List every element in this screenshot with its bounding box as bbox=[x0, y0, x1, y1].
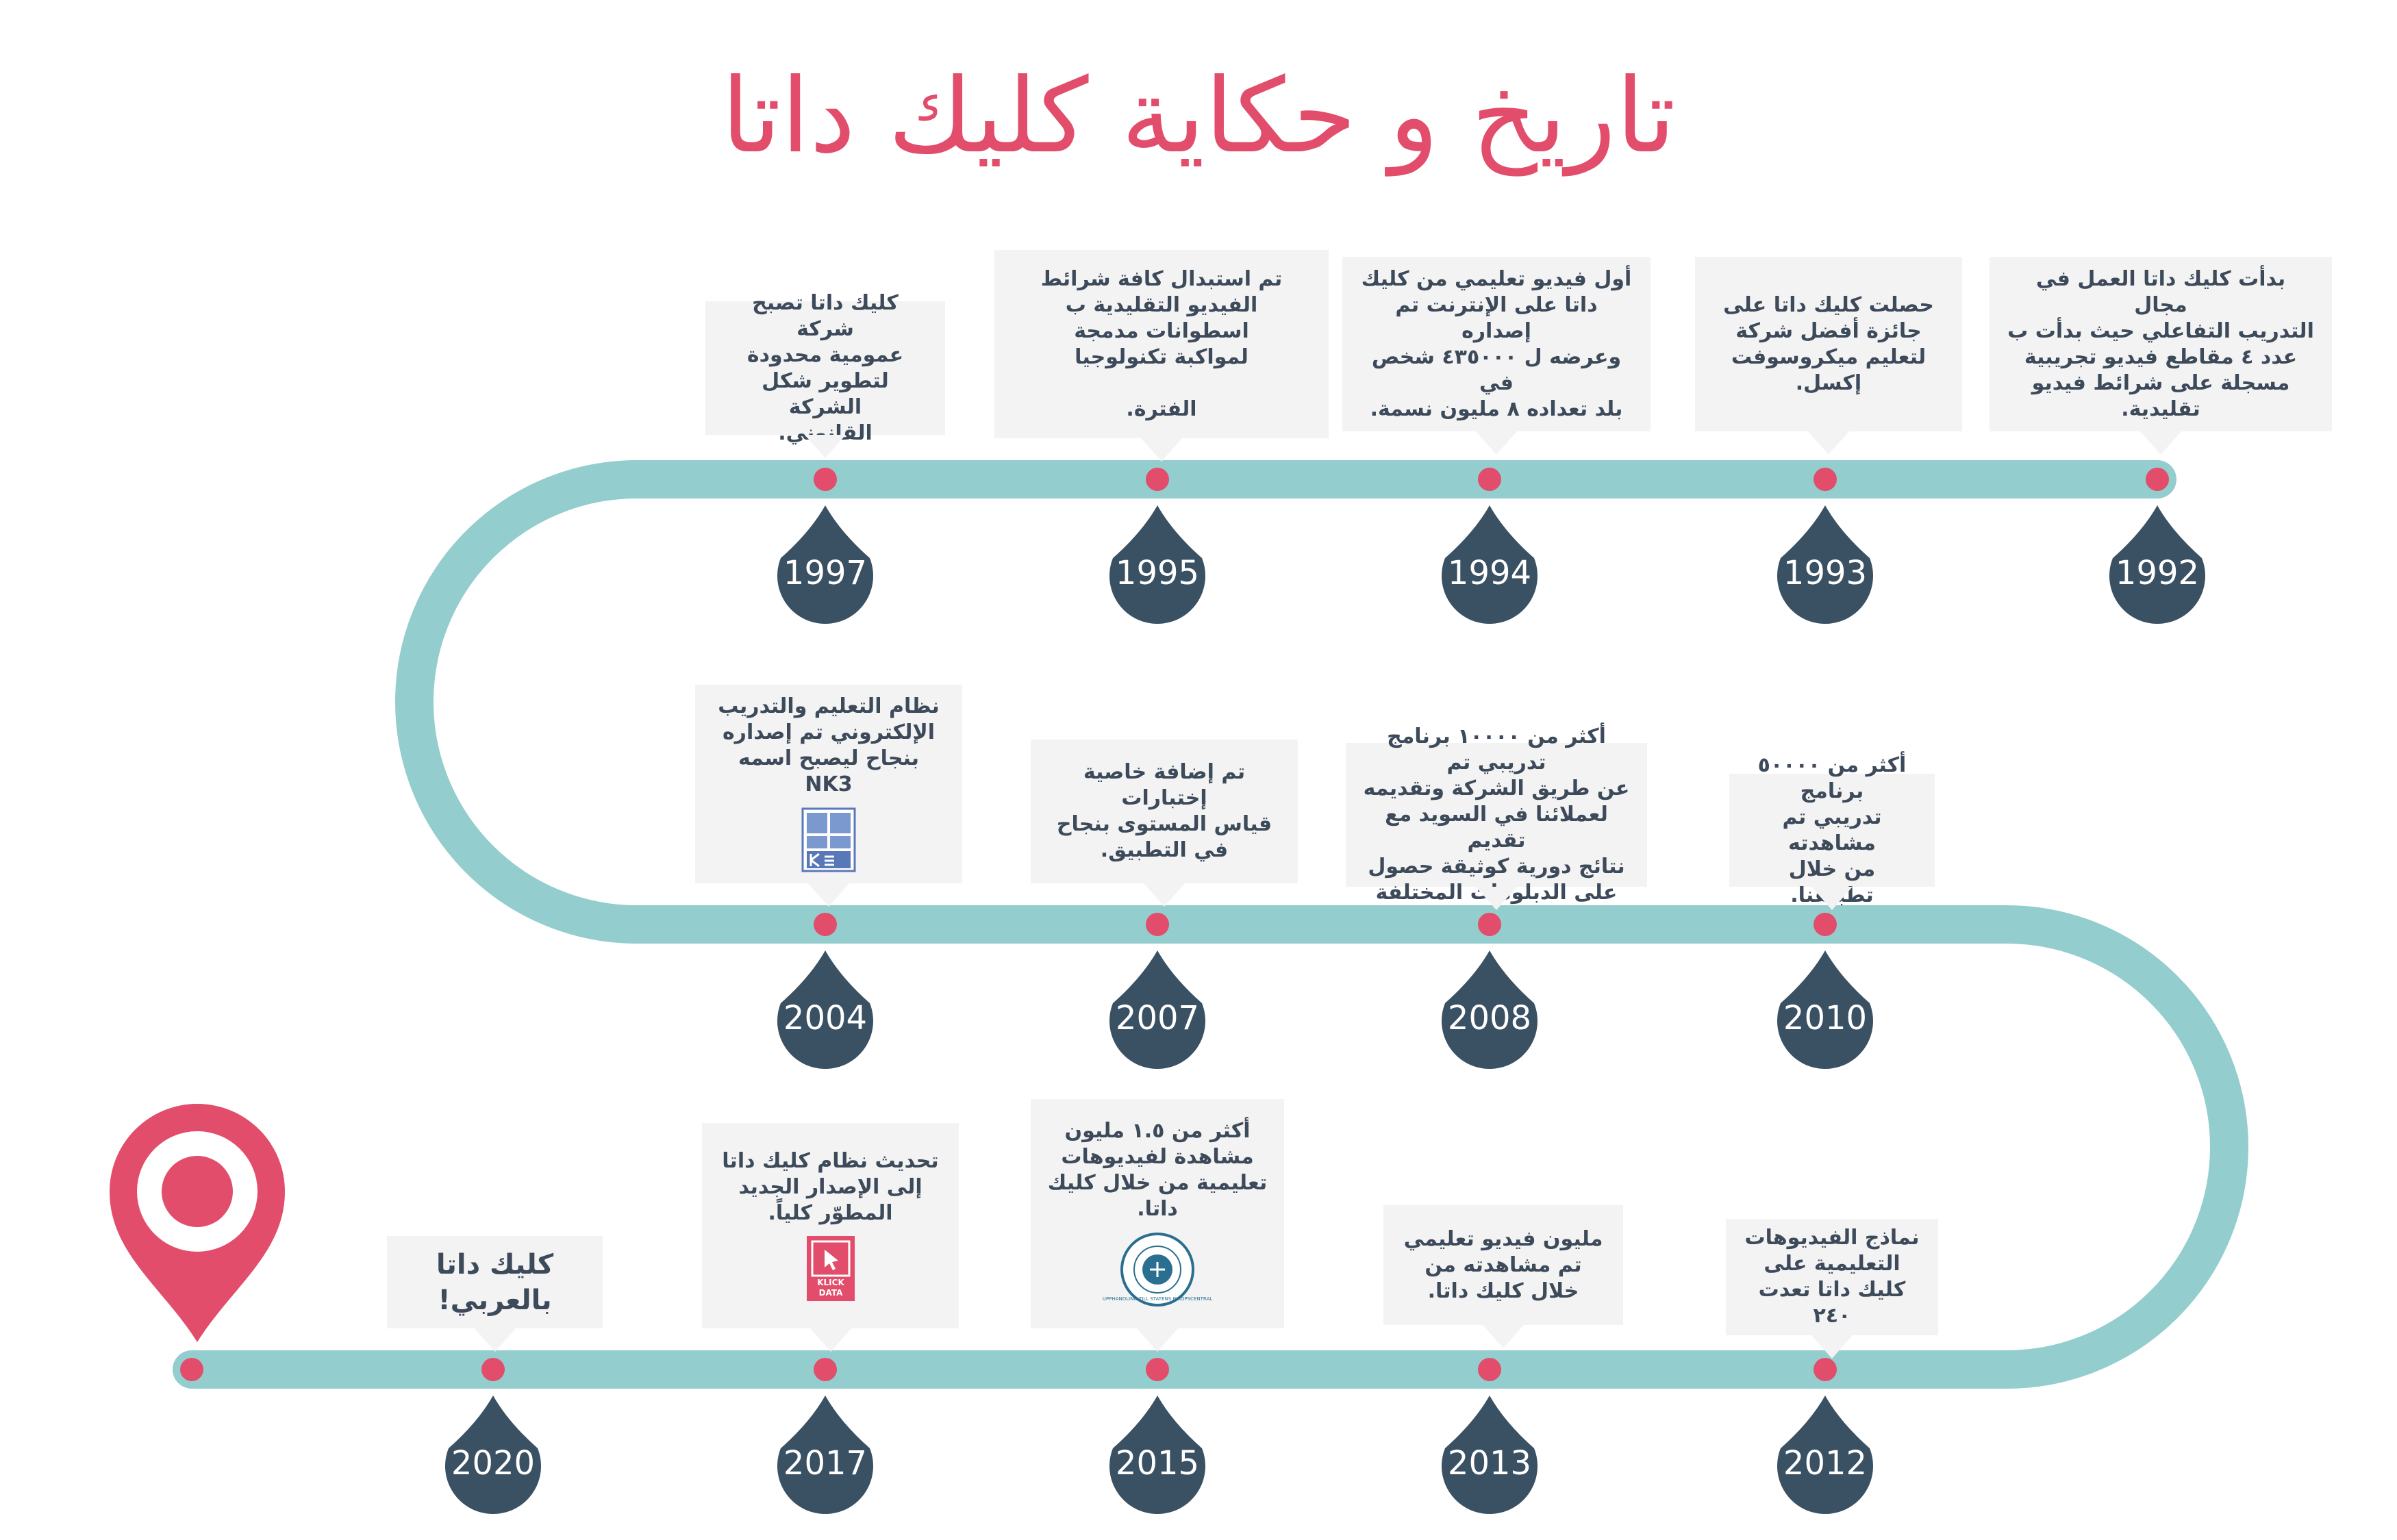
milestone-card-2015 bbox=[1031, 1099, 1284, 1328]
timeline-dot-1997 bbox=[814, 468, 837, 491]
logo-line-1: KLICK bbox=[816, 1277, 844, 1287]
milestone-text-2012: نماذج الفيديوهات التعليمية على كليك داتا تعدت ٢٤٠ bbox=[1744, 1226, 1920, 1328]
timeline-dot-2015 bbox=[1146, 1358, 1169, 1381]
timeline-dot-2013 bbox=[1478, 1358, 1501, 1381]
milestone-text-1994: أول فيديو تعليمي من كليك داتا على الإنترنت تم إصداره وعرضه ل ٤٣٥٠٠٠ شخص في بلد تعداده ٨ مليون نسمة. bbox=[1361, 266, 1632, 421]
klick-data-logo bbox=[807, 1236, 855, 1304]
milestone-text-1995: تم استبدال كافة شرائط الفيديو التقليدية ب اسطوانات مدمجة لمواكبة تكنولوجيا الفترة. bbox=[1040, 266, 1283, 421]
year-label-2007: 2007 bbox=[1115, 999, 1200, 1037]
milestone-card-1997 bbox=[705, 290, 945, 445]
logo-line-2: DATA bbox=[818, 1287, 842, 1298]
milestone-text-1992: بدأت كليك داتا العمل في مجال التدريب التفاعلي حيث بدأت ب عدد ٤ مقاطع فيديو تجريبية مسجلة على شرائط فيديو تقليدية. bbox=[2007, 266, 2314, 421]
nk3-logo bbox=[801, 807, 856, 875]
year-label-1994: 1994 bbox=[1447, 554, 1532, 592]
milestone-card-2008 bbox=[1346, 724, 1647, 905]
milestone-card-2020 bbox=[387, 1236, 603, 1328]
milestone-text-2004: نظام التعليم والتدريب الإلكتروني تم إصداره بنجاح ليصبح اسمه NK3 bbox=[718, 694, 940, 796]
year-label-1992: 1992 bbox=[2115, 554, 2200, 592]
milestone-text-1993: حصلت كليك داتا على جائزة أفضل شركة لتعليم ميكروسوفت إكسل. bbox=[1723, 292, 1934, 395]
milestone-card-2010 bbox=[1729, 753, 1935, 907]
milestone-text-2007: تم إضافة خاصية إختبارات قياس المستوى بنجاح في التطبيق. bbox=[1056, 760, 1272, 862]
milestone-text-2015: أكثر من ١.٥ مليون مشاهدة لفيديوهات تعليمية من خلال كليك داتا. bbox=[1047, 1118, 1268, 1221]
timeline-dot-2017 bbox=[814, 1358, 837, 1381]
milestone-card-1992 bbox=[1990, 257, 2332, 431]
year-label-1995: 1995 bbox=[1115, 554, 1200, 592]
year-label-2017: 2017 bbox=[783, 1444, 868, 1482]
milestone-text-1997: كليك داتا تصبح شركة عمومية محدودة لتطوير شكل الشركة القانوني. bbox=[746, 290, 904, 445]
milestone-card-2004 bbox=[695, 685, 962, 883]
milestone-card-1995 bbox=[994, 250, 1329, 438]
timeline-dot-2020 bbox=[481, 1358, 505, 1381]
milestone-card-1993 bbox=[1695, 257, 1962, 431]
year-label-2004: 2004 bbox=[783, 999, 868, 1037]
timeline-dot-2008 bbox=[1478, 913, 1501, 936]
year-label-2013: 2013 bbox=[1447, 1444, 1532, 1482]
timeline-dot-2010 bbox=[1814, 913, 1837, 936]
milestone-text-2013: مليون فيديو تعليمي تم مشاهدته من خلال كليك داتا. bbox=[1403, 1226, 1603, 1303]
year-label-1997: 1997 bbox=[783, 554, 868, 592]
year-label-1993: 1993 bbox=[1783, 554, 1868, 592]
milestone-card-2017 bbox=[702, 1123, 959, 1328]
timeline-dot-2012 bbox=[1814, 1358, 1837, 1381]
year-label-2015: 2015 bbox=[1115, 1444, 1200, 1482]
year-label-2010: 2010 bbox=[1783, 999, 1868, 1037]
milestone-card-1994 bbox=[1342, 257, 1651, 431]
milestone-text-2020: كليك داتا بالعربي! bbox=[436, 1248, 554, 1316]
timeline-dot-1995 bbox=[1146, 468, 1169, 491]
year-label-2020: 2020 bbox=[451, 1444, 536, 1482]
milestone-card-2013 bbox=[1383, 1205, 1623, 1325]
timeline-dot-1994 bbox=[1478, 468, 1501, 491]
milestone-card-2007 bbox=[1031, 740, 1298, 883]
year-label-2008: 2008 bbox=[1447, 999, 1532, 1037]
timeline-dot-1992 bbox=[2146, 468, 2169, 491]
timeline-dot-2007 bbox=[1146, 913, 1169, 936]
timeline-dot-1993 bbox=[1814, 468, 1837, 491]
milestone-text-2017: تحديث نظام كليك داتا إلى الإصدار الجديد المطوّر كلياً. bbox=[722, 1148, 939, 1225]
seal-text: UPPHANDLING TILL STATENS INKÖPSCENTRAL bbox=[1102, 1296, 1213, 1302]
inkopscentral-seal-logo bbox=[1102, 1232, 1213, 1310]
milestone-text-2008: أكثر من ١٠٠٠٠ برنامج تدريبي تم عن طريق الشركة وتقديمه لعملائنا في السويد مع تقديم نتائج دورية كوثيقة حصول على الدبلومات المختلفة bbox=[1363, 724, 1630, 905]
milestone-text-2010: أكثر من ٥٠٠٠٠ برنامج تدريبي تم مشاهدته من خلال تطبيقنا. bbox=[1757, 753, 1907, 907]
page-title: تاريخ و حكاية كليك داتا bbox=[721, 57, 1676, 176]
map-pin-icon bbox=[110, 1104, 285, 1342]
timeline-dot-start bbox=[180, 1358, 203, 1381]
year-label-2012: 2012 bbox=[1783, 1444, 1868, 1482]
timeline-dot-2004 bbox=[814, 913, 837, 936]
milestone-card-2012 bbox=[1726, 1219, 1938, 1335]
